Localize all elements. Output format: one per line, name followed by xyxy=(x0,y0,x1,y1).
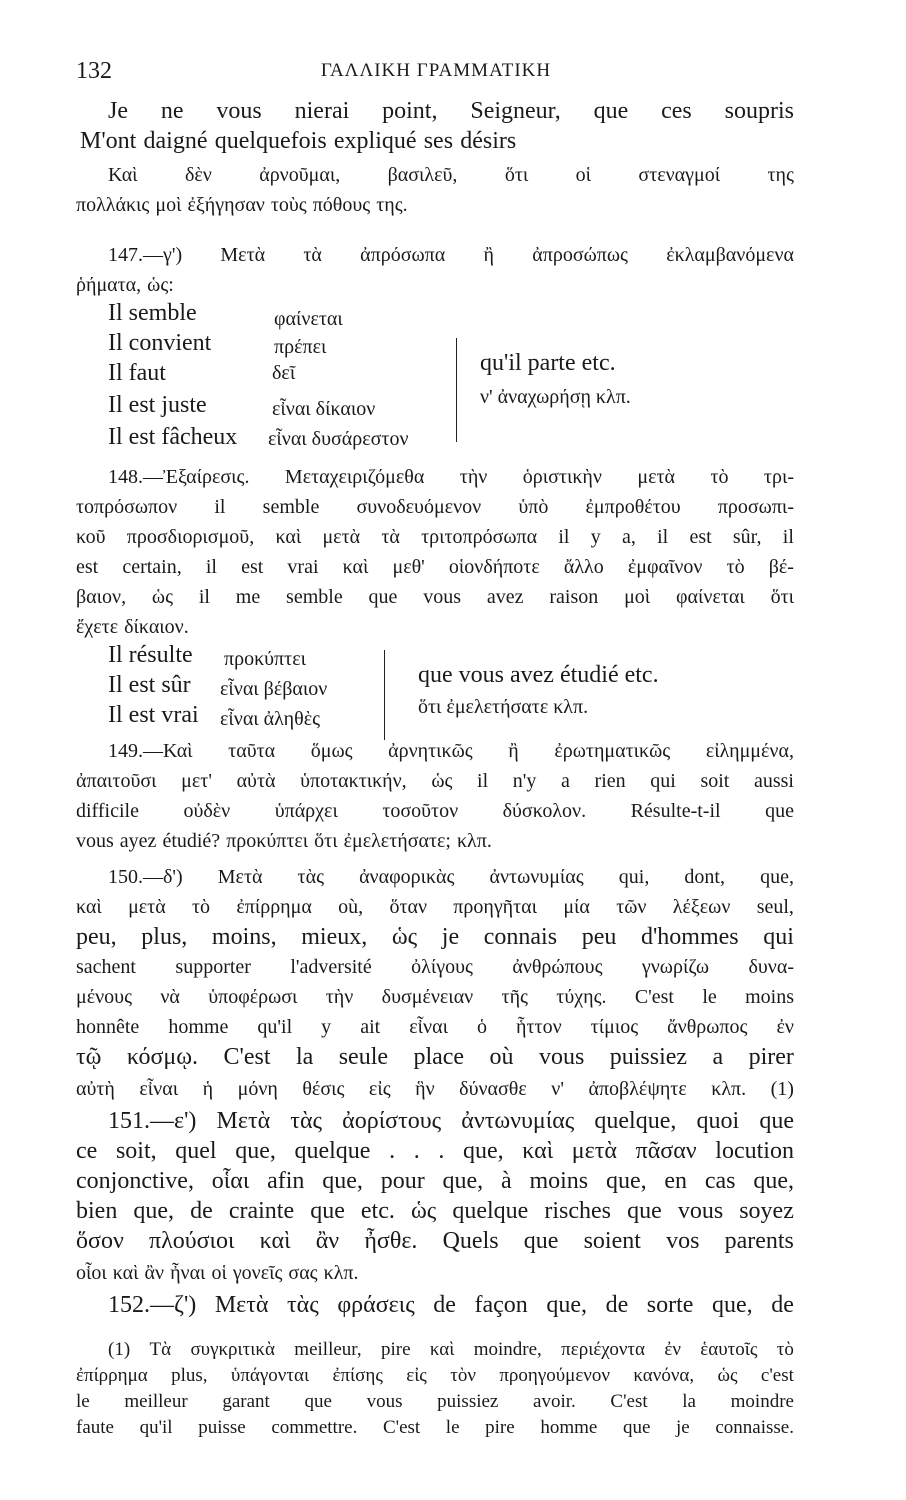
text-line: est certain, il est vrai καὶ μεθ' οἱονδήποτε ἄλλο ἐμφαῖνον τὸ βέ- xyxy=(76,556,794,578)
text-line: κοῦ προσδιορισμοῦ, καὶ μετὰ τὰ τριτοπρόσωπα il y a, il est sûr, il xyxy=(76,526,794,548)
text-line: 150.—δ') Μετὰ τὰς ἀναφορικὰς ἀντωνυμίας qui, dont, que, xyxy=(108,866,794,888)
text-line: ῥήματα, ὡς: xyxy=(76,274,174,296)
text-line: Καὶ δὲν ἀρνοῦμαι, βασιλεῦ, ὅτι οἱ στεναγμοί της xyxy=(108,164,794,186)
table-fr-cell: Il est vrai xyxy=(108,702,199,728)
table-fr-cell: Il résulte xyxy=(108,642,193,668)
text-line: ἀπαιτοῦσι μετ' αὐτὰ ὑποτακτικήν, ὡς il n'y a rien qui soit aussi xyxy=(76,770,794,792)
text-line: τοπρόσωπον il semble συνοδευόμενον ὑπὸ ἐμπροθέτου προσωπι- xyxy=(76,496,794,518)
table-right-fr: qu'il parte etc. xyxy=(480,350,616,376)
verse-line: M'ont daigné quelquefois expliqué ses désirs xyxy=(80,128,517,154)
text-line: μένους νὰ ὑποφέρωσι τὴν δυσμένειαν τῆς τύχης. C'est le moins xyxy=(76,986,794,1008)
bracket xyxy=(384,650,385,740)
running-title: ΓΑΛΛΙΚΗ ΓΡΑΜΜΑΤΙΚΗ xyxy=(320,60,552,81)
table-fr-cell: Il convient xyxy=(108,330,212,356)
text-line: peu, plus, moins, mieux, ὡς je connais peu d'hommes qui xyxy=(76,924,794,950)
footnote-line: ἐπίρρημα plus, ὑπάγονται ἐπίσης εἰς τὸν προηγούμενον κανόνα, ὡς c'est xyxy=(76,1365,794,1386)
table-right-gr: ν' ἀναχωρήσῃ κλπ. xyxy=(480,386,631,408)
table-right-fr: que vous avez étudié etc. xyxy=(418,662,659,688)
text-line: sachent supporter l'adversité ὀλίγους ἀνθρώπους γνωρίζω δυνα- xyxy=(76,956,794,978)
text-line: difficile οὐδὲν ὑπάρχει τοσοῦτον δύσκολον. Résulte-t-il que xyxy=(76,800,794,822)
table-gr-cell: εἶναι ἀληθὲς xyxy=(220,708,321,730)
table-gr-cell: εἶναι βέβαιον xyxy=(220,678,328,700)
text-line: βαιον, ὡς il me semble que vous avez raison μοὶ φαίνεται ὅτι xyxy=(76,586,794,608)
footnote-line: le meilleur garant que vous puissiez avoir. C'est la moindre xyxy=(76,1391,794,1412)
footnote-line: (1) Τὰ συγκριτικὰ meilleur, pire καὶ moindre, περιέχοντα ἐν ἑαυτοῖς τὸ xyxy=(108,1339,794,1360)
table-gr-cell: εἶναι δυσάρεστον xyxy=(268,428,409,450)
table-fr-cell: Il est fâcheux xyxy=(108,424,238,450)
text-line: ἔχετε δίκαιον. xyxy=(76,616,189,638)
table-gr-cell: εἶναι δίκαιον xyxy=(272,398,376,420)
text-line: αὐτὴ εἶναι ἡ μόνη θέσις εἰς ἣν δύνασθε ν' ἀποβλέψητε κλπ. (1) xyxy=(76,1078,794,1100)
bracket xyxy=(456,338,457,442)
text-line: οἷοι καὶ ἂν ἦναι οἱ γονεῖς σας κλπ. xyxy=(76,1262,359,1284)
table-fr-cell: Il semble xyxy=(108,300,197,326)
text-line: honnête homme qu'il y ait εἶναι ὁ ἧττον τίμιος ἄνθρωπος ἐν xyxy=(76,1016,794,1038)
table-fr-cell: Il faut xyxy=(108,360,166,386)
text-line: bien que, de crainte que etc. ὡς quelque risches que vous soyez xyxy=(76,1198,794,1224)
page-number: 132 xyxy=(76,58,112,84)
table-gr-cell: δεῖ xyxy=(272,362,296,384)
footnote-line: faute qu'il puisse commettre. C'est le pire homme que je connaisse. xyxy=(76,1417,794,1438)
table-right-gr: ὅτι ἐμελετήσατε κλπ. xyxy=(418,696,589,718)
text-line: 149.—Καὶ ταῦτα ὅμως ἀρνητικῶς ἢ ἐρωτηματικῶς εἰλημμένα, xyxy=(108,740,794,762)
text-line: vous ayez étudié? προκύπτει ὅτι ἐμελετήσατε; κλπ. xyxy=(76,830,492,852)
text-line: 147.—γ') Μετὰ τὰ ἀπρόσωπα ἢ ἀπροσώπως ἐκλαμβανόμενα xyxy=(108,244,794,266)
table-gr-cell: φαίνεται xyxy=(274,308,343,330)
table-gr-cell: προκύπτει xyxy=(224,648,306,670)
text-line: ὅσον πλούσιοι καὶ ἂν ἦσθε. Quels que soient vos parents xyxy=(76,1228,794,1254)
text-line: καὶ μετὰ τὸ ἐπίρρημα où, ὅταν προηγῆται μία τῶν λέξεων seul, xyxy=(76,896,794,918)
table-fr-cell: Il est sûr xyxy=(108,672,191,698)
text-line: ce soit, quel que, quelque . . . que, καὶ μετὰ πᾶσαν locution xyxy=(76,1138,794,1164)
text-line: 151.—ε') Μετὰ τὰς ἀορίστους ἀντωνυμίας quelque, quoi que xyxy=(108,1108,794,1134)
verse-line: Je ne vous nierai point, Seigneur, que ces soupris xyxy=(108,98,794,124)
table-gr-cell: πρέπει xyxy=(274,336,327,358)
text-line: 148.—Ἐξαίρεσις. Μεταχειριζόμεθα τὴν ὁριστικὴν μετὰ τὸ τρι- xyxy=(108,466,794,488)
page-header xyxy=(76,58,796,88)
table-fr-cell: Il est juste xyxy=(108,392,207,418)
text-line: πολλάκις μοὶ ἐξήγησαν τοὺς πόθους της. xyxy=(76,194,408,216)
text-line: conjonctive, οἷαι afin que, pour que, à moins que, en cas que, xyxy=(76,1168,794,1194)
text-line: 152.—ζ') Μετὰ τὰς φράσεις de façon que, de sorte que, de xyxy=(108,1292,794,1318)
text-line: τῷ κόσμῳ. C'est la seule place où vous puissiez a pirer xyxy=(76,1044,794,1070)
